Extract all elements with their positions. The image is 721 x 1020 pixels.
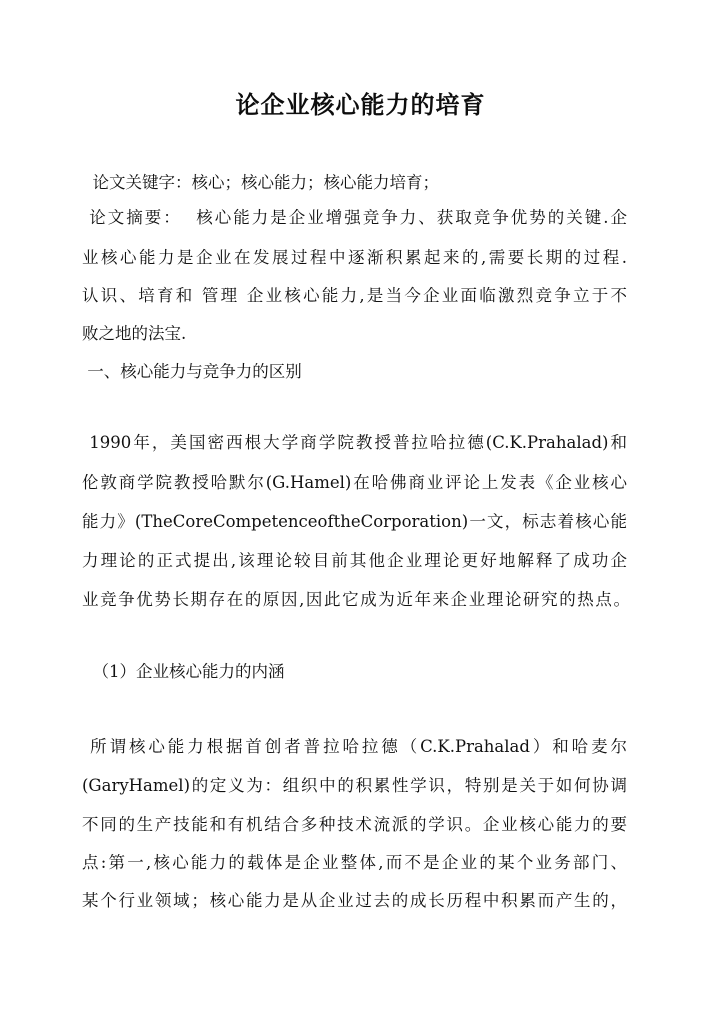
abstract-line: 业核心能力是企业在发展过程中逐渐积累起来的,需要长期的过程.	[82, 248, 627, 267]
paragraph-line: 业竞争优势长期存在的原因,因此它成为近年来企业理论研究的热点。	[82, 590, 630, 609]
paragraph-line: 伦敦商学院教授哈默尔(G.Hamel)在哈佛商业评论上发表《企业核心	[82, 473, 627, 492]
abstract-line: 认识、培育和 管理 企业核心能力,是当今企业面临激烈竞争立于不	[82, 286, 627, 305]
keywords-line: 论文关键字：核心；核心能力；核心能力培育；	[82, 173, 439, 192]
paragraph-line: 某个行业领域；核心能力是从企业过去的成长历程中积累而产生的，	[82, 891, 627, 910]
paragraph-line: 所谓核心能力根据首创者普拉哈拉德（C.K.Prahalad）和哈麦尔	[82, 737, 627, 756]
section-heading: 一、核心能力与竞争力的区别	[82, 362, 302, 381]
abstract-line: 败之地的法宝.	[82, 324, 187, 343]
paragraph-line: 点:第一,核心能力的载体是企业整体,而不是企业的某个业务部门、	[82, 853, 627, 872]
document-title: 论企业核心能力的培育	[235, 90, 486, 119]
paragraph-line: 1990年，美国密西根大学商学院教授普拉哈拉德(C.K.Prahalad)和	[82, 433, 627, 452]
subsection-heading: （1）企业核心能力的内涵	[82, 662, 285, 681]
abstract-line: 论文摘要： 核心能力是企业增强竞争力、获取竞争优势的关键.企	[82, 208, 627, 227]
paragraph-line: 不同的生产技能和有机结合多种技术流派的学识。企业核心能力的要	[82, 815, 627, 834]
paragraph-line: 力理论的正式提出,该理论较目前其他企业理论更好地解释了成功企	[82, 551, 627, 570]
paragraph-line: (GaryHamel)的定义为：组织中的积累性学识，特别是关于如何协调	[82, 776, 627, 795]
paragraph-line: 能力》(TheCoreCompetenceoftheCorporation)一文，标志着核心能	[82, 512, 627, 531]
